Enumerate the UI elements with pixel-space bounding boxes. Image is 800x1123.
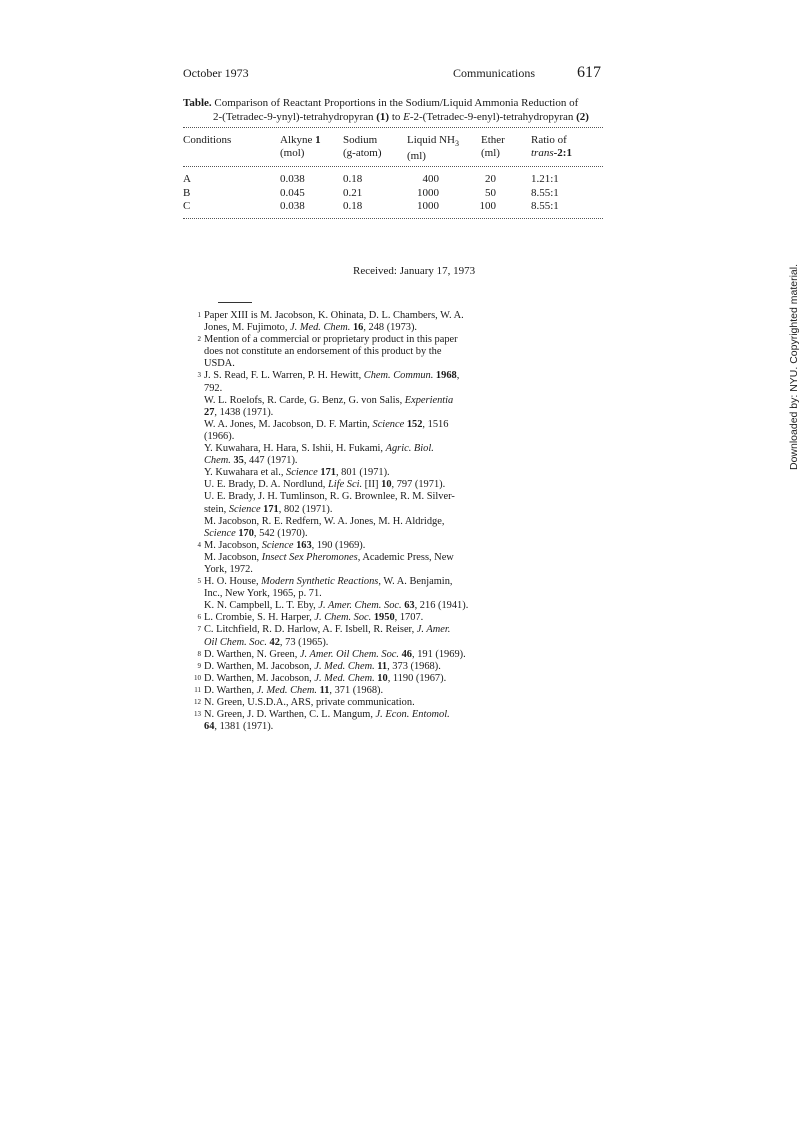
table-cell: C [183,200,191,212]
header-date: October 1973 [183,66,249,80]
header-alkyne: Alkyne 1 (mol) [280,134,321,159]
table-mid-rule [183,166,603,167]
reference-item: 11 D. Warthen, J. Med. Chem. 11, 371 (1968). [194,684,384,696]
table-top-rule [183,127,603,128]
table-cell: B [183,187,191,199]
table-cell: A [183,173,191,185]
reference-item: 2 Mention of a commercial or proprietary product in this paper does not constitute an endorsement of this product by the USDA. [197,334,458,370]
table-cell: 0.18 [343,200,363,212]
table-cell: 1.21:1 [531,173,559,185]
table-bottom-rule [183,218,603,219]
table-cell: 400 [422,173,439,185]
reference-item: 13 N. Green, J. D. Warthen, C. L. Mangum, J. Econ. Entomol. 64, 1381 (1971). [194,709,450,733]
page-number: 617 [577,64,601,81]
page-header [183,64,601,84]
reference-item: 9 D. Warthen, M. Jacobson, J. Med. Chem. 11, 373 (1968). [197,660,441,672]
table-cell: 0.038 [280,173,305,185]
reference-item: 10 D. Warthen, M. Jacobson, J. Med. Chem. 10, 1190 (1967). [194,672,447,684]
caption-line2: 2-(Tetradec-9-ynyl)-tetrahydropyran (1) to E-2-(Tetradec-9-enyl)-tetrahydropyran (2) [213,111,589,123]
table-cell: 100 [479,200,496,212]
table-cell: 8.55:1 [531,200,559,212]
header-ratio: Ratio of trans-2:1 [531,134,572,159]
table-cell: 0.21 [343,187,363,199]
table-cell: 1000 [417,187,439,199]
reference-item: 4 M. Jacobson, Science 163, 190 (1969). M. Jacobson, Insect Sex Pheromones, Academic Press, New York, 1972. [197,539,454,575]
received-date: Received: January 17, 1973 [353,265,476,277]
footnote-rule [218,302,252,303]
reference-item: 7 C. Litchfield, R. D. Harlow, A. F. Isbell, R. Reiser, J. Amer. Oil Chem. Soc. 42, 73 (1965). [197,624,451,648]
download-notice: Downloaded by: NYU. Copyrighted material. [788,263,800,470]
header-sodium: Sodium (g-atom) [343,134,382,159]
table-cell: 0.18 [343,173,363,185]
reference-item: 8 D. Warthen, N. Green, J. Amer. Oil Chem. Soc. 46, 191 (1969). [197,648,466,660]
caption-label: Table. [183,97,212,109]
table-cell: 0.038 [280,200,305,212]
reference-item: 5 H. O. House, Modern Synthetic Reactions, W. A. Benjamin, Inc., New York, 1965, p. 71. K. N. Campbell, L. T. Eby, J. Amer. Chem. Soc. 63, 216 (1941). [197,576,469,612]
table-caption [183,96,603,124]
table-cell: 1000 [417,200,439,212]
header-conditions: Conditions [183,134,232,146]
header-ether: Ether (ml) [481,134,505,159]
table-cell: 50 [485,187,496,199]
caption-line1: Comparison of Reactant Proportions in the Sodium/Liquid Ammonia Reduction of [211,97,579,109]
table-cell: 8.55:1 [531,187,559,199]
references [194,310,482,733]
reference-item: 1 Paper XIII is M. Jacobson, K. Ohinata, D. L. Chambers, W. A. Jones, M. Fujimoto, J. Med. Chem. 16, 248 (1973). [197,310,464,334]
table-cell: 0.045 [280,187,305,199]
table-cell: 20 [485,173,496,185]
header-nh3: Liquid $NH_3$ (ml) [407,134,459,163]
reference-item: 3 J. S. Read, F. L. Warren, P. H. Hewitt, Chem. Commun. 1968, 792. W. L. Roelofs, R. Carde, G. Benz, G. von Salis, Experientia 27, 1438 (1971). W. A. Jones, M. Jacobson, D. F. Martin, Science 152, 1516 (1966). Y. Kuwahara, H. Hara, S. Ishii, H. Fukami, Agric. Biol. Chem. 35, 447 (1971). Y. Kuwahara et al., Science 171, 801 (1971). U. E. Brady, D. A. Nordlund, Life Sci. [II] 10, 797 (1971). U. E. Brady, J. H. Tumlinson, R. G. Brownlee, R. M. Silver- stein, Science 171, 802 (1971). M. Jacobson, R. E. Redfern, W. A. Jones, M. H. Aldridge, Science 170, 542 (1970). [197,370,460,539]
reference-item: 12 N. Green, U.S.D.A., ARS, private communication. [194,697,415,708]
reference-item: 6 L. Crombie, S. H. Harper, J. Chem. Soc. 1950, 1707. [197,612,424,624]
header-section: Communications [453,66,535,80]
